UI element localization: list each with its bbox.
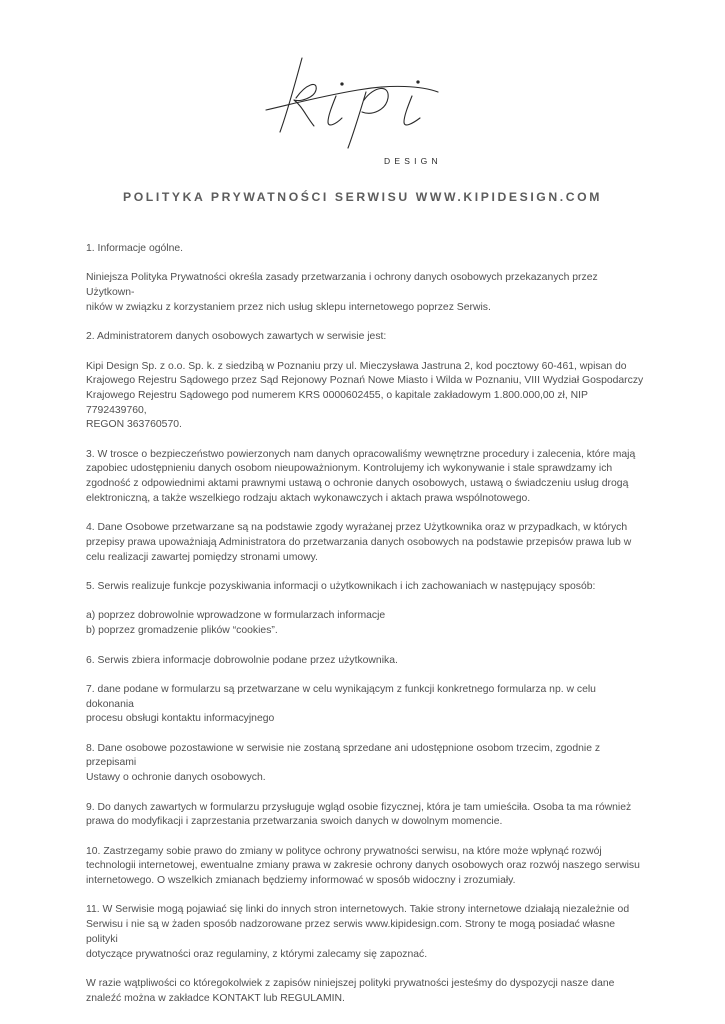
section-2-heading: 2. Administratorem danych osobowych zawartych w serwisie jest: xyxy=(86,331,387,343)
section-4-text: 4. Dane Osobowe przetwarzane są na podstawie zgody wyrażanej przez Użytkownika oraz w przypadkach, w których przepisy prawa upoważniają Administratora do przetwarzania danych osobowych na podstawie przepisów prawa lub w celu realizacji zawartej pomiędzy stronami umowy. xyxy=(86,522,632,563)
section-1-text: Niniejsza Polityka Prywatności określa zasady przetwarzania i ochrony danych osobowych przekazanych przez Użytkown- ników w związku z korzystaniem przez nich usług sklepu internetowego poprzez Serwis. xyxy=(86,272,598,313)
section-3-text: 3. W trosce o bezpieczeństwo powierzonych nam danych opracowaliśmy wewnętrzne procedury i zalecenia, które mają zapobiec udostępnieniu danych osobom nieupoważnionym. Kontrolujemy ich wykonywanie i stale sprawdzamy ich zgodność z odpowiednimi aktami prawnymi ustawą o ochronie danych osobowych, ustawą o świadczeniu usług drogą elektroniczną, a także wszelkiego rodzaju aktach wykonawczych i aktach prawa wspólnotowego. xyxy=(86,448,636,504)
section-1-heading: 1. Informacje ogólne. xyxy=(86,243,184,254)
section-9-text: 9. Do danych zawartych w formularzu przysługuje wgląd osobie fizycznej, która je tam umieściła. Osoba ta ma również prawa do modyfikacji i zaprzestania przetwarzania swoich danych w dowolnym momencie. xyxy=(86,801,632,828)
section-11-text: 11. W Serwisie mogą pojawiać się linki do innych stron internetowych. Takie strony internetowe działają niezależnie od Serwisu i nie są w żaden sposób nadzorowane przez serwis www.kipidesign.com. Strony te mogą posiadać własne polityki dotyczące prywatności oraz regulaminy, z którymi zalecamy się zapoznać. xyxy=(86,904,630,960)
section-10-text: 10. Zastrzegamy sobie prawo do zmiany w polityce ochrony prywatności serwisu, na które może wpłynąć rozwój technologii internetowej, ewentualne zmiany prawa w zakresie ochrony danych osobowych oraz rozwój naszego serwisu internetowego. O wszelkich zmianach będziemy informować w sposób widoczny i zrozumiały. xyxy=(86,845,640,887)
company-details: Kipi Design Sp. z o.o. Sp. k. z siedzibą w Poznaniu przy ul. Mieczysława Jastruna 2, kod pocztowy 60-461, wpisan do Krajowego Rejestru Sądowego przez Sąd Rejonowy Poznań Nowe Miasto i Wilda w Poznaniu, VIII Wydział Gospodarczy Krajowego Rejestru Sądowego pod numerem KRS 0000602455, o kapitale zakładowym 1.800.000,00 zł, NIP 7792439760, REGON 363760570. xyxy=(86,360,644,431)
contact-note: W razie wątpliwości co któregokolwiek z zapisów niniejszej polityki prywatności jesteśmy do dyspozycji nasze dane znaleźć można w zakładce KONTAKT lub REGULAMIN. xyxy=(86,977,615,1004)
section-8-text: 8. Dane osobowe pozostawione w serwisie nie zostaną sprzedane ani udostępnione osobom trzecim, zgodnie z przepisami Ustawy o ochronie danych osobowych. xyxy=(86,742,601,784)
page-title: POLITYKA PRYWATNOŚCI SERWISU WWW.KIPIDESIGN.COM xyxy=(122,190,603,204)
section-5-text: 5. Serwis realizuje funkcje pozyskiwania informacji o użytkownikach i ich zachowaniach w następujący sposób: xyxy=(86,581,596,593)
logo-design-wordmark: DESIGN xyxy=(384,156,442,166)
section-7-text: 7. dane podane w formularzu są przetwarzane w celu wynikającym z funkcji konkretnego formularza np. w celu dokonania procesu obsługi kontaktu informacyjnego xyxy=(86,683,596,725)
policy-content xyxy=(86,242,646,1021)
kipi-design-logo xyxy=(0,40,725,166)
section-5-list: a) poprzez dobrowolnie wprowadzone w formularzach informacje b) poprzez gromadzenie plików “cookies”. xyxy=(86,610,386,637)
section-6-text: 6. Serwis zbiera informacje dobrowolnie podane przez użytkownika. xyxy=(86,654,398,666)
kipi-script-logo-icon xyxy=(262,40,462,150)
